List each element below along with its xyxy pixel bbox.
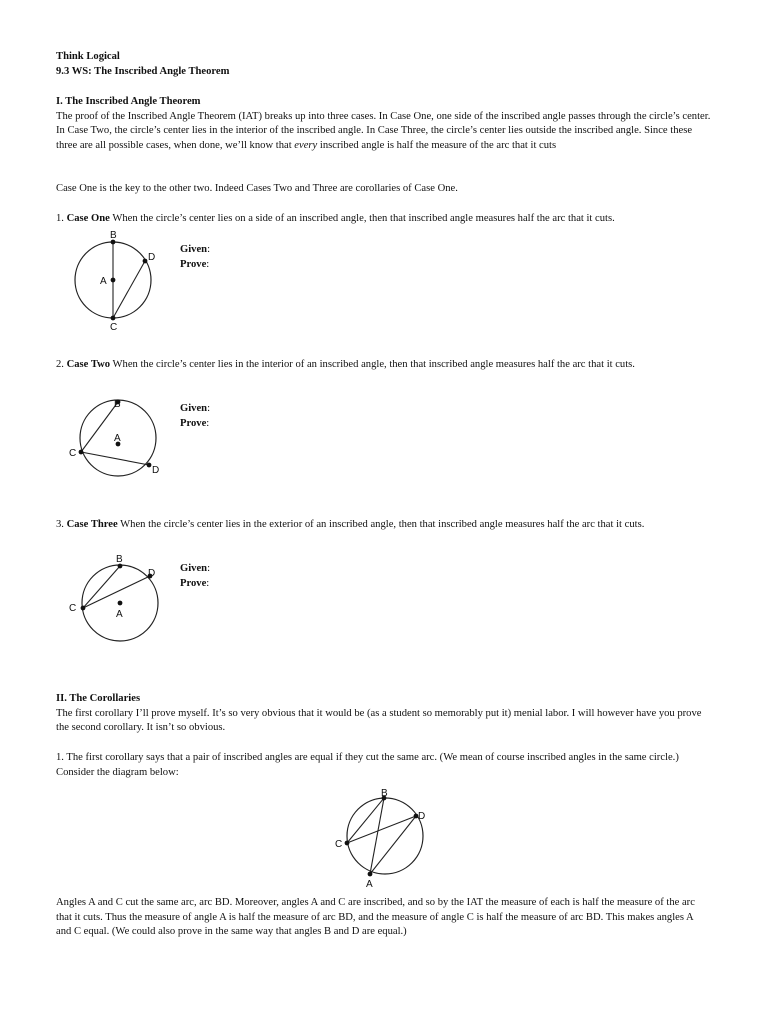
label-a: A [366, 879, 373, 890]
label-b: B [110, 230, 117, 241]
emphasis-every: every [294, 139, 318, 151]
intro-paragraph: The proof of the Inscribed Angle Theorem (IAT) breaks up into three cases. In Case One, one side of the inscribed angle passes through the circle’s center. In Case Two, the circle’s center lies in the interior of the inscribed angle. In Case Three, the circle’s center lies outside the inscribed angle. Since these three are all possible cases, when done, we’ll know that every inscribed angle is half the measure of the arc that it cuts [56, 110, 711, 151]
given-label: Given [180, 403, 208, 414]
label-b: B [116, 554, 123, 565]
case-one-statement: 1. Case One When the circle’s center lies on a side of an inscribed angle, then that inscribed angle measures half the arc that it cuts. [56, 213, 615, 224]
case-two-statement: 2. Case Two When the circle’s center lies in the interior of an inscribed angle, then that inscribed angle measures half the arc that it cuts. [56, 359, 635, 370]
corollary-proof-paragraph: Angles A and C cut the same arc, arc BD. Moreover, angles A and C are inscribed, and so by the IAT the measure of each is half the measure of the arc that it cuts. Thus the measure of angle A is half the measure of arc BD, and the measure of angle C is half the measure of arc BD. This makes angles A and C equal. (We could also prove in the same way that angles B and D are equal.) [56, 897, 695, 938]
label-d: D [148, 252, 156, 263]
given-label: Given [180, 563, 208, 574]
label-c: C [69, 448, 77, 459]
label-c: C [110, 322, 118, 333]
point-d [143, 259, 148, 264]
label-d: D [148, 568, 156, 579]
chord-cb [83, 566, 120, 608]
section-inscribed-angle-theorem [56, 95, 711, 153]
prove-label: Prove [180, 578, 207, 589]
chord-cb [81, 402, 118, 452]
label-b: B [114, 399, 121, 410]
point-a [118, 601, 123, 606]
case-two-label: Case Two [66, 359, 111, 370]
label-c: C [69, 603, 77, 614]
prove-label: Prove [180, 418, 207, 429]
corollaries-intro-paragraph: The first corollary I’ll prove myself. It’s so very obvious that it would be (as a student so memorably put it) menial labor. I will however have you prove the second corollary. It isn’t so obvious. [56, 707, 702, 734]
prove-label: Prove [180, 259, 207, 270]
key-case-paragraph: Case One is the key to the other two. Indeed Cases Two and Three are corollaries of Case One. [56, 183, 458, 194]
circle [347, 798, 426, 874]
case-one-label: Case One [66, 213, 110, 224]
chord-cd [81, 452, 149, 465]
point-c [81, 606, 86, 611]
chord-ba [370, 798, 384, 874]
point-c [111, 316, 116, 321]
first-corollary-paragraph: 1. The first corollary says that a pair of inscribed angles are equal if they cut the same arc. (We mean of course inscribed angles in the same circle.) Consider the diagram below: [56, 752, 679, 778]
case-two-given-prove: Given: Prove: [180, 403, 211, 429]
section-heading: II. The Corollaries [56, 693, 141, 704]
point-d [147, 463, 152, 468]
chord-cd [83, 576, 150, 608]
case-one-given-prove: Given: Prove: [180, 244, 211, 270]
header-worksheet-title: 9.3 WS: The Inscribed Angle Theorem [56, 65, 230, 77]
chord-cd [113, 261, 145, 318]
case-three-label: Case Three [66, 519, 118, 530]
section-corollaries [56, 692, 711, 736]
label-b: B [381, 788, 388, 799]
point-c [345, 841, 350, 846]
label-d: D [418, 811, 426, 822]
label-d: D [152, 465, 160, 476]
label-a: A [100, 276, 107, 287]
header-course-title: Think Logical [56, 51, 120, 62]
case-two-diagram [66, 394, 176, 484]
point-c [79, 450, 84, 455]
given-label: Given [180, 244, 208, 255]
label-c: C [335, 839, 343, 850]
case-three-statement: 3. Case Three When the circle’s center lies in the exterior of an inscribed angle, then that inscribed angle measures half the arc that it cuts. [56, 519, 645, 530]
case-three-given-prove: Given: Prove: [180, 563, 211, 589]
corollary-diagram [333, 786, 438, 892]
worksheet-header [56, 50, 229, 79]
label-a: A [114, 433, 121, 444]
section-heading: I. The Inscribed Angle Theorem [56, 96, 201, 107]
point-a [111, 278, 116, 283]
case-three-diagram [66, 553, 176, 645]
label-a: A [116, 609, 123, 620]
case-one-diagram [70, 228, 180, 336]
point-a [368, 872, 373, 877]
